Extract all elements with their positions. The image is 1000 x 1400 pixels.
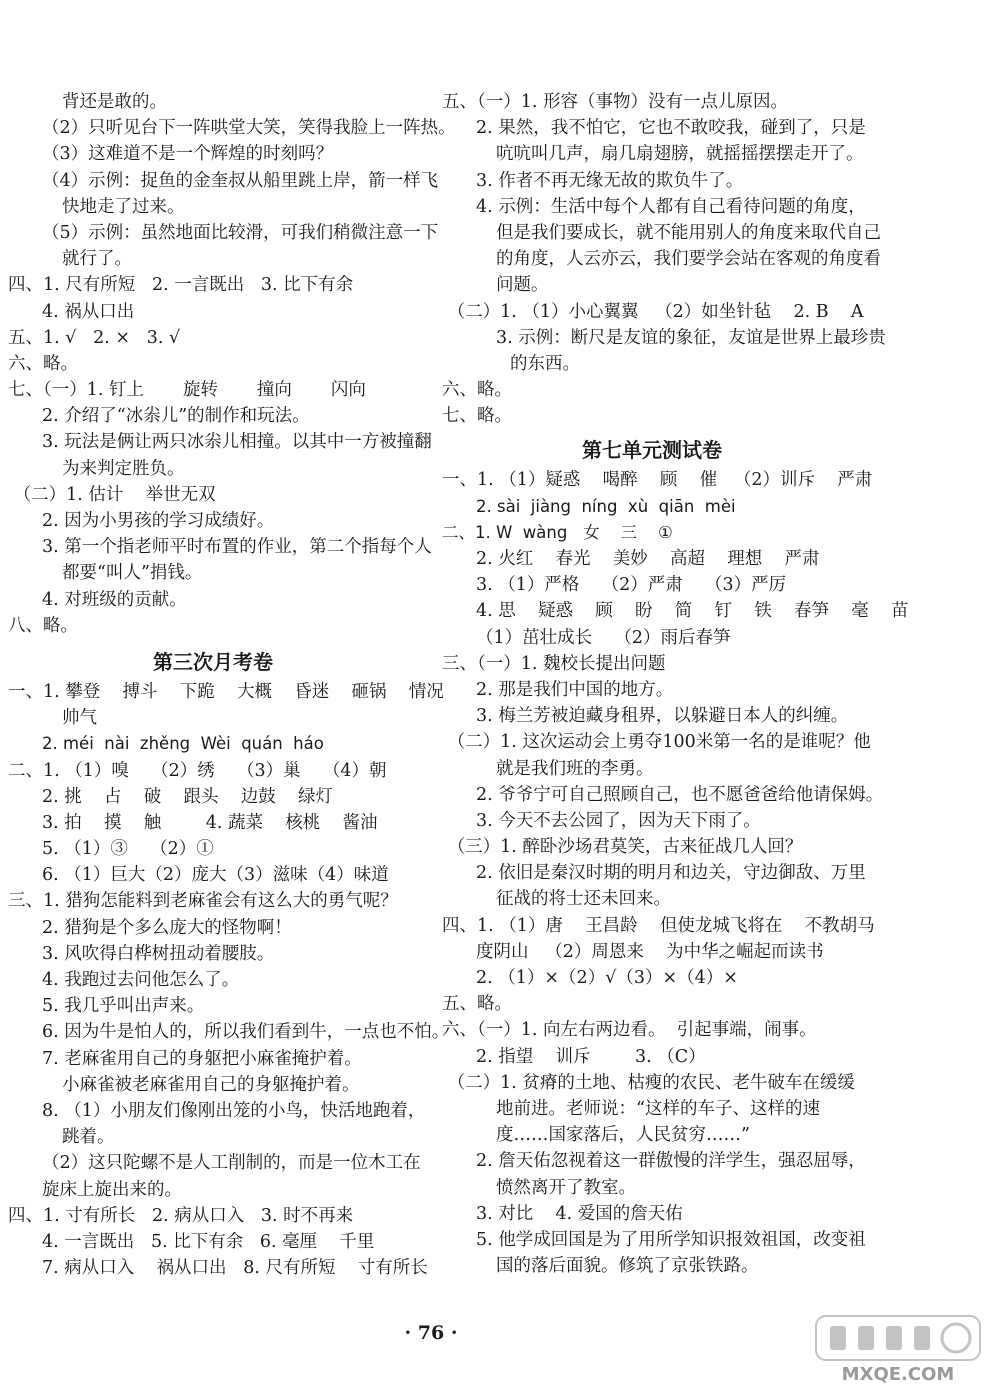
answer-line <box>442 1044 862 1070</box>
answer-line <box>442 520 862 546</box>
answer-text: 地前进。老师说：“这样的车子、这样的速 <box>496 1098 820 1119</box>
answer-line <box>8 272 428 298</box>
answer-line <box>8 299 428 325</box>
answer-line <box>8 731 428 757</box>
answer-line <box>8 351 428 377</box>
answer-line <box>442 1070 862 1096</box>
answer-text: 帅气 <box>62 708 97 729</box>
watermark-glyph-3 <box>886 1326 902 1350</box>
answer-line <box>8 560 428 586</box>
answer-line <box>442 494 862 520</box>
answer-text: 5. 他学成回国是为了用所学知识报效祖国，改变祖 <box>476 1229 866 1250</box>
answer-line <box>8 115 456 141</box>
answer-line <box>442 377 862 403</box>
answer-line <box>8 941 428 967</box>
answer-line <box>8 587 428 613</box>
answer-line <box>442 467 873 493</box>
answer-text: 就行了。 <box>62 249 132 270</box>
answer-text: 3. 拍 摸 触 4. 蔬菜 核桃 酱油 <box>42 812 378 833</box>
answer-text: 7. 病从口入 祸从口出 8. 尺有所短 寸有所长 <box>42 1258 428 1279</box>
answer-text: 6. 因为牛是怕人的，所以我们看到牛，一点也不怕。 <box>42 1022 450 1043</box>
answer-text: 2. sài jiàng níng xù qiān mèi <box>476 496 736 516</box>
watermark-url: MXQE.COM <box>841 1364 955 1385</box>
answer-text: 背还是敢的。 <box>62 92 167 112</box>
answer-line <box>8 758 428 784</box>
section-heading: 第七单元测试卷 <box>582 438 722 463</box>
answer-text: 就是我们班的李勇。 <box>496 758 654 779</box>
answer-text: 4. 祸从口出 <box>42 301 135 322</box>
right-answer-column <box>442 89 909 1279</box>
answer-text: 一、1. 攀登 搏斗 下跪 大概 昏迷 砸锅 情况 <box>8 681 444 702</box>
answer-text: 问题。 <box>496 275 549 296</box>
answer-line <box>442 625 862 651</box>
answer-line <box>442 1253 862 1279</box>
answer-text: 2. 火红 春光 美妙 高超 理想 严肃 <box>476 549 820 569</box>
answer-text: 吭吭叫几声，扇几扇翅膀，就摇摇摆摆走开了。 <box>496 144 864 165</box>
answer-text: 2. （1）×（2）√（3）×（4）× <box>476 968 738 988</box>
answer-text: 3. 对比 4. 爱国的詹天佑 <box>476 1203 683 1224</box>
answer-line <box>8 534 432 560</box>
answer-line <box>442 860 866 886</box>
answer-line <box>442 299 862 325</box>
answer-line <box>8 246 428 272</box>
answer-line <box>8 679 444 705</box>
answer-line <box>8 429 432 455</box>
answer-text: 旋床上旋出来的。 <box>42 1179 182 1200</box>
answer-text: （3）这难道不是一个辉煌的时刻吗？ <box>42 144 334 165</box>
answer-text: 七、略。 <box>442 406 512 427</box>
answer-text: 的东西。 <box>510 353 580 374</box>
answer-line <box>8 482 428 508</box>
watermark-glyph-4 <box>914 1326 930 1350</box>
answer-line <box>8 377 428 403</box>
answer-text: （二）1. （1）小心翼翼 （2）如坐针毡 2. B A <box>442 301 864 322</box>
answer-line <box>8 403 428 429</box>
answer-text: 愤然离开了教室。 <box>496 1177 636 1198</box>
answer-text: 五、（一）1. 形容（事物）没有一点儿原因。 <box>442 92 789 112</box>
answer-text: 2. 介绍了“冰尜儿”的制作和玩法。 <box>42 406 310 427</box>
answer-text: （4）示例：捉鱼的金奎叔从船里跳上岸，箭一样飞 <box>42 170 439 191</box>
answer-line <box>8 810 428 836</box>
answer-line <box>442 808 862 834</box>
answer-line <box>8 168 439 194</box>
answer-text: （2）这只陀螺不是人工削制的，而是一位木工在 <box>42 1153 421 1174</box>
answer-text: 小麻雀被老麻雀用自己的身躯掩护着。 <box>62 1074 360 1095</box>
answer-line <box>8 967 428 993</box>
answer-line <box>8 456 428 482</box>
left-answer-column <box>8 89 456 1281</box>
answer-text: 4. 对班级的贡献。 <box>42 589 187 610</box>
answer-text: 七、（一）1. 钉上 旋转 撞向 闪向 <box>8 380 366 401</box>
answer-text: 3. 示例：断尺是友谊的象征，友谊是世界上最珍贵 <box>496 327 886 348</box>
answer-line <box>8 862 428 888</box>
answer-text: 2. 挑 占 破 跟头 边鼓 绿灯 <box>42 786 334 807</box>
answer-text: 8. （1）小朋友们像刚出笼的小鸟，快活地跑着， <box>42 1100 426 1121</box>
page-number: · 76 · <box>404 1322 458 1344</box>
answer-text: 2. méi nài zhěng Wèi quán háo <box>42 734 324 754</box>
answer-text: 八、略。 <box>8 615 78 636</box>
answer-text: 3. （1）严格 （2）严肃 （3）严厉 <box>476 575 787 596</box>
answer-line <box>8 993 428 1019</box>
answer-line <box>8 784 428 810</box>
answer-text: 三、（一）1. 魏校长提出问题 <box>442 653 666 674</box>
answer-text: 3. 梅兰芳被迫藏身租界，以躲避日本人的纠缠。 <box>476 706 849 727</box>
answer-line <box>8 141 428 167</box>
answer-line <box>8 888 428 914</box>
watermark-circle-icon <box>942 1324 970 1352</box>
answer-text: 三、1. 猎狗怎能料到老麻雀会有这么大的勇气呢？ <box>8 891 398 912</box>
answer-text: 五、略。 <box>442 994 512 1015</box>
answer-line <box>442 168 862 194</box>
answer-text: 3. 风吹得白桦树扭动着腰肢。 <box>42 943 275 964</box>
answer-line <box>442 1096 862 1122</box>
watermark-glyph-2 <box>858 1326 874 1350</box>
answer-text: 的角度，人云亦云，我们要学会站在客观的角度看 <box>496 249 881 270</box>
answer-line <box>442 325 886 351</box>
answer-text: 3. 今天不去公园了，因为天下雨了。 <box>476 810 761 831</box>
answer-line <box>442 272 862 298</box>
answer-line <box>442 403 862 429</box>
answer-line <box>442 246 881 272</box>
answer-line <box>442 729 871 755</box>
answer-line <box>8 836 428 862</box>
answer-line <box>442 89 862 115</box>
answer-text: 但是我们要成长，就不能用别人的角度来取代自己 <box>496 222 881 243</box>
answer-line <box>8 1177 428 1203</box>
watermark-glyph-1 <box>830 1326 846 1350</box>
answer-text: 4. 一言既出 5. 比下有余 6. 毫厘 千里 <box>42 1231 375 1252</box>
answer-line <box>8 1229 428 1255</box>
answer-text: 3. 玩法是俩让两只冰尜儿相撞。以其中一方被撞翻 <box>42 432 432 453</box>
answer-text: 四、1. （1）唐 王昌龄 但使龙城飞将在 不教胡马 <box>442 915 875 936</box>
answer-line <box>442 598 909 624</box>
answer-line <box>8 508 428 534</box>
answer-text: 3. 作者不再无缘无故的欺负牛了。 <box>476 170 744 191</box>
answer-text: 2. 猎狗是个多么庞大的怪物啊！ <box>42 917 292 938</box>
answer-text: 四、1. 尺有所短 2. 一言既出 3. 比下有余 <box>8 275 354 296</box>
answer-text: 4. 思 疑惑 顾 盼 简 钉 铁 春笋 毫 苗 <box>476 601 909 622</box>
answer-text: 6. （1）巨大（2）庞大（3）滋味（4）味道 <box>42 865 389 886</box>
answer-line <box>442 965 862 991</box>
answer-text: 5. 我几乎叫出声来。 <box>42 996 205 1017</box>
answer-text: 度阴山 （2）周恩来 为中华之崛起而读书 <box>476 941 824 962</box>
answer-text: 一、1. （1）疑惑 喝醉 顾 催 （2）训斥 严肃 <box>442 470 873 491</box>
answer-text: 五、1. √ 2. × 3. √ <box>8 327 181 348</box>
answer-text: 2. 爷爷宁可自己照顾自己，也不愿爸爸给他请保姆。 <box>476 784 884 805</box>
answer-text: 六、略。 <box>8 353 78 374</box>
answer-line <box>442 677 862 703</box>
answer-text: 为来判定胜负。 <box>62 458 185 479</box>
answer-line <box>8 1150 428 1176</box>
answer-text: 跳着。 <box>62 1127 115 1148</box>
answer-text: 四、1. 寸有所长 2. 病从口入 3. 时不再来 <box>8 1205 354 1226</box>
answer-line <box>442 991 862 1017</box>
answer-line <box>442 756 862 782</box>
answer-line <box>8 89 428 115</box>
answer-line <box>8 915 428 941</box>
answer-text: 2. 那是我们中国的地方。 <box>476 679 674 700</box>
answer-line <box>442 886 862 912</box>
answer-text: （二）1. 这次运动会上勇夺100米第一名的是谁呢？他 <box>442 732 871 753</box>
answer-text: （三）1. 醉卧沙场君莫笑，古来征战几人回？ <box>442 837 803 858</box>
answer-text: 快地走了过来。 <box>62 196 185 217</box>
answer-line <box>442 351 862 377</box>
answer-line <box>8 194 428 220</box>
answer-text: 7. 老麻雀用自己的身躯把小麻雀掩护着。 <box>42 1048 362 1069</box>
answer-line <box>442 1122 862 1148</box>
answer-line <box>442 546 862 572</box>
answer-text: 2. 詹天佑忽视着这一群傲慢的洋学生，强忍屈辱， <box>476 1151 866 1172</box>
answer-text: 2. 果然，我不怕它，它也不敢咬我，碰到了，只是 <box>476 118 866 139</box>
answer-text: 六、（一）1. 向左右两边看。 引起事端，闹事。 <box>442 1020 817 1041</box>
answer-text: 2. 指望 训斥 3. （C） <box>476 1046 706 1067</box>
answer-line <box>8 1019 450 1045</box>
answer-line <box>442 220 881 246</box>
answer-line <box>442 115 866 141</box>
answer-line <box>442 572 862 598</box>
answer-text: （二）1. 估计 举世无双 <box>8 484 216 505</box>
answer-line <box>8 1255 428 1281</box>
answer-text: 二、1. W wàng 女 三 ① <box>442 522 673 542</box>
answer-line <box>8 1098 428 1124</box>
answer-text: 都要“叫人”捐钱。 <box>62 563 203 584</box>
answer-text: 国的落后面貌。修筑了京张铁路。 <box>496 1256 759 1277</box>
answer-text: 5. （1）③ （2）① <box>42 839 214 860</box>
section-heading: 第三次月考卷 <box>153 649 273 674</box>
answer-text: 2. 依旧是秦汉时期的明月和边关，守边御敌、万里 <box>476 863 866 884</box>
answer-line <box>8 613 428 639</box>
answer-text: 二、1. （1）嗅 （2）绣 （3）巢 （4）朝 <box>8 760 387 781</box>
answer-text: 4. 示例：生活中每个人都有自己看待问题的角度， <box>476 196 866 217</box>
answer-line <box>442 913 875 939</box>
answer-line <box>8 325 428 351</box>
answer-line <box>8 1046 428 1072</box>
answer-line <box>442 194 866 220</box>
answer-line <box>442 1148 866 1174</box>
answer-text: 度……国家落后，人民贫穷……” <box>496 1125 750 1146</box>
answer-text: （1）茁壮成长 （2）雨后春笋 <box>476 627 731 648</box>
answer-line <box>442 939 862 965</box>
answer-line <box>442 1175 862 1201</box>
answer-text: （2）只听见台下一阵哄堂大笑，笑得我脸上一阵热。 <box>42 118 456 139</box>
answer-line <box>442 651 862 677</box>
answer-line <box>8 705 428 731</box>
answer-text: （5）示例：虽然地面比较滑，可我们稍微注意一下 <box>42 222 439 243</box>
answer-text: 征战的将士还未回来。 <box>496 889 671 910</box>
answer-text: 六、略。 <box>442 380 512 401</box>
answer-line <box>442 1227 866 1253</box>
answer-line <box>8 220 439 246</box>
answer-text: 4. 我跑过去问他怎么了。 <box>42 970 240 990</box>
answer-line <box>442 834 862 860</box>
answer-text: （二）1. 贫瘠的土地、枯瘦的农民、老牛破车在缓缓 <box>442 1072 855 1093</box>
answer-line <box>8 1203 428 1229</box>
watermark-logo <box>808 1310 988 1388</box>
answer-line <box>8 1124 428 1150</box>
answer-text: 2. 因为小男孩的学习成绩好。 <box>42 511 275 531</box>
answer-line <box>442 1017 862 1043</box>
answer-line <box>442 1201 862 1227</box>
answer-text: 3. 第一个指老师平时布置的作业，第二个指每个人 <box>42 537 432 558</box>
answer-line <box>8 1072 428 1098</box>
answer-line <box>442 703 862 729</box>
answer-line <box>442 782 884 808</box>
answer-line <box>442 141 862 167</box>
